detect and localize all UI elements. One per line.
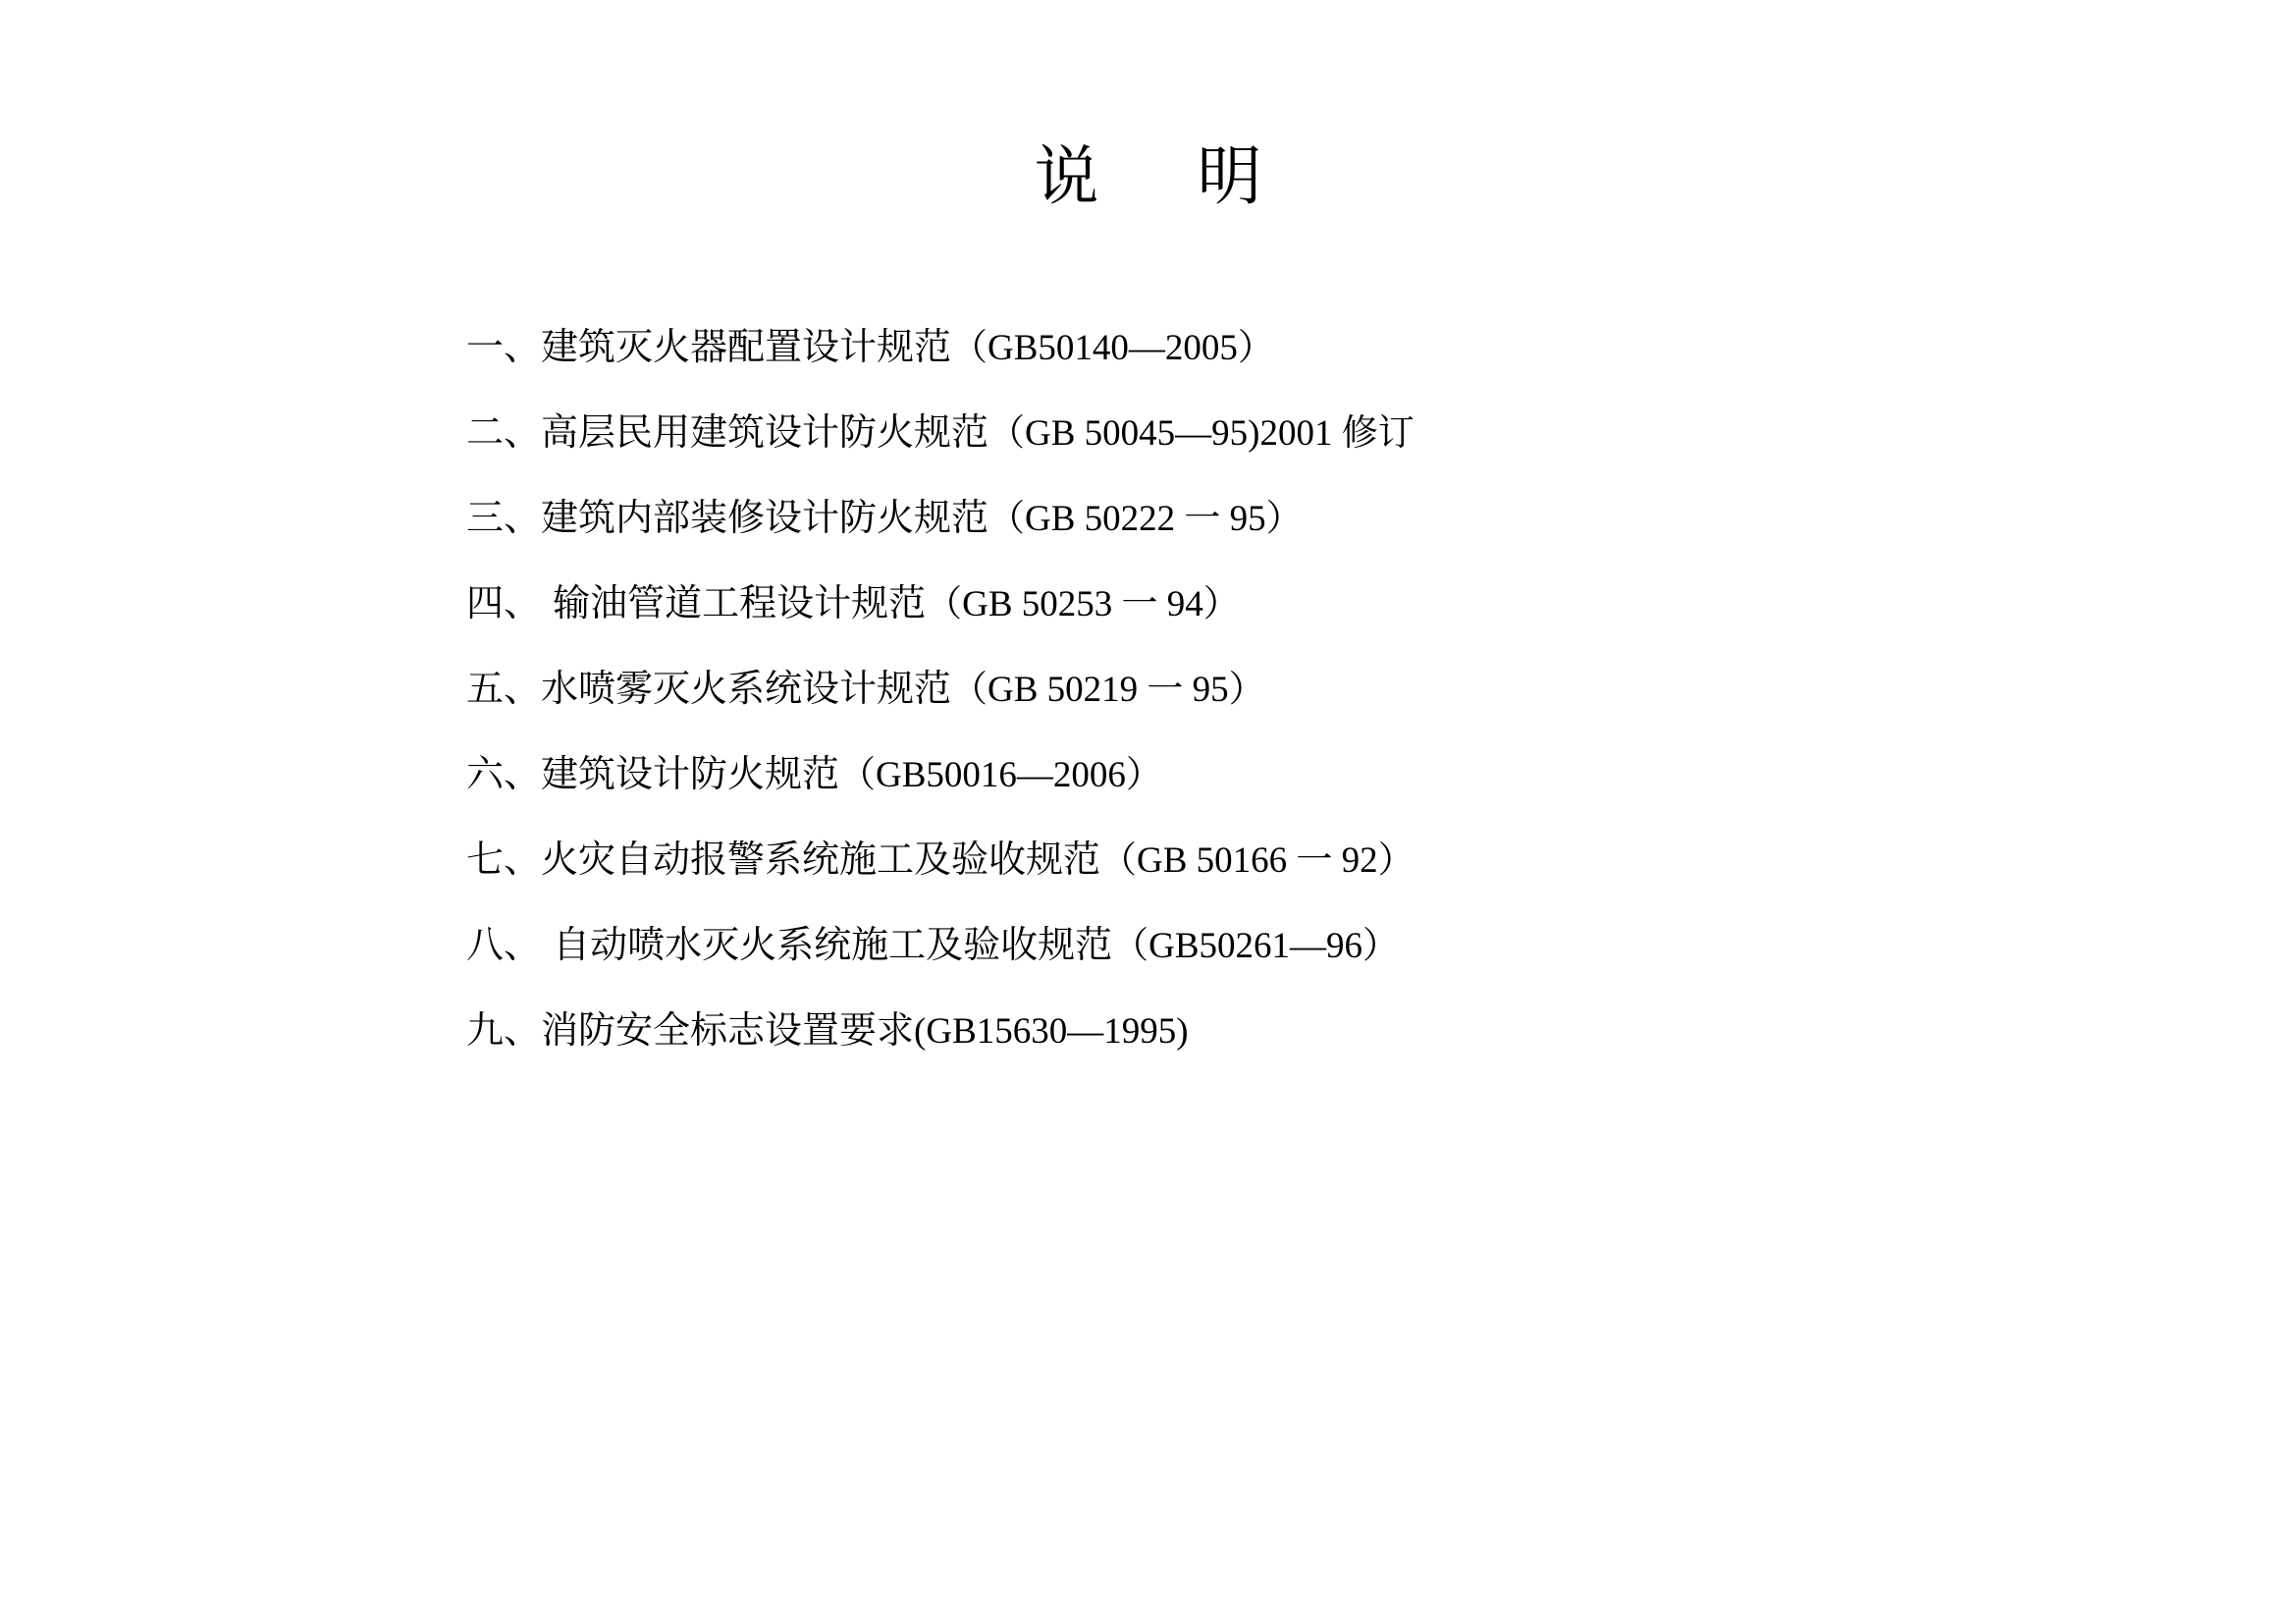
list-item [466,304,1415,390]
item-code: （GB50016—2006） [839,755,1162,795]
item-name: 高层民用建筑设计防火规范 [541,410,989,454]
item-number: 九、 [466,1008,542,1052]
item-name: 自动喷水灭火系统施工及验收规范 [553,923,1113,966]
title-char-1: 说 [1034,138,1099,214]
item-number: 三、 [466,496,542,539]
item-name: 建筑内部装修设计防火规范 [541,496,989,539]
item-name: 建筑设计防火规范 [541,752,840,795]
item-code: （GB 50045—95)2001 修订 [988,413,1415,454]
item-code: （GB 50253 一 94） [926,584,1240,624]
item-number: 一、 [466,325,542,368]
standards-list [466,304,1415,1073]
list-item [466,817,1415,902]
item-number: 八、 [466,923,554,966]
item-name: 建筑灭火器配置设计规范 [541,325,952,368]
list-item [466,561,1415,646]
item-code: (GB15630—1995) [914,1011,1189,1052]
item-name: 消防安全标志设置要求 [541,1008,915,1052]
list-item [466,731,1415,817]
list-item [466,475,1415,561]
item-code: （GB50140—2005） [951,328,1274,368]
list-item [466,902,1415,988]
item-code: （GB 50219 一 95） [951,670,1265,710]
page-title [0,128,2296,226]
list-item [466,646,1415,731]
item-number: 七、 [466,838,542,881]
item-name: 火灾自动报警系统施工及验收规范 [541,838,1101,881]
item-name: 水喷雾灭火系统设计规范 [541,667,952,710]
item-code: （GB 50222 一 95） [988,499,1303,539]
item-number: 五、 [466,667,542,710]
item-code: （GB50261—96） [1112,926,1400,966]
item-number: 四、 [466,581,554,624]
item-code: （GB 50166 一 92） [1100,840,1415,881]
item-name: 输油管道工程设计规范 [553,581,927,624]
list-item [466,988,1415,1073]
item-number: 二、 [466,410,542,454]
item-number: 六、 [466,752,542,795]
title-char-2: 明 [1197,138,1262,214]
list-item [466,390,1415,475]
